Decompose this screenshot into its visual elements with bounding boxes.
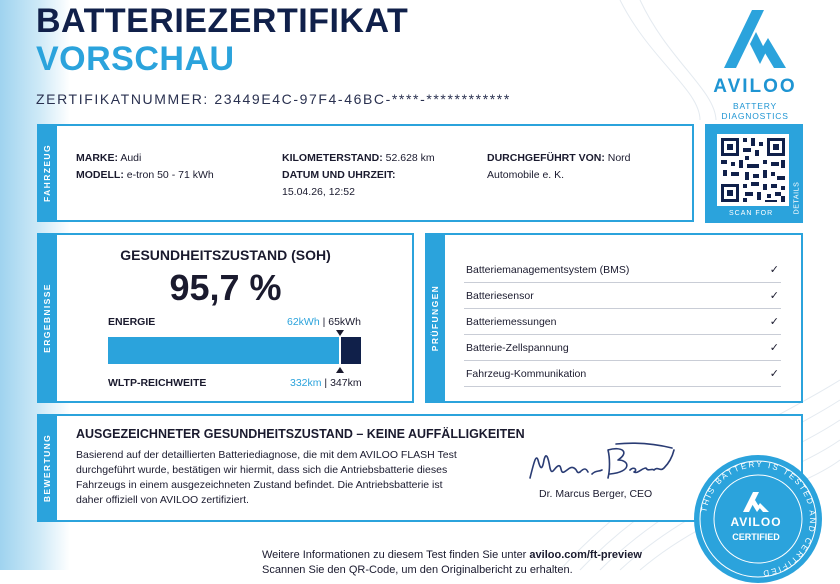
soh-marker-top-icon	[336, 330, 344, 336]
check-item-label: Batteriemessungen	[466, 316, 557, 328]
make-value: Audi	[120, 152, 142, 164]
aviloo-logo-mark-icon	[722, 8, 788, 70]
model-label: MODELL:	[76, 169, 124, 181]
footer-qr-hint: Scannen Sie den QR-Code, um den Originalbericht zu erhalten.	[262, 564, 573, 576]
range-nominal: 347km	[330, 377, 362, 389]
evaluation-text-line: Fahrzeugs in einem ausgezeichneten Zustand befindet. Die Antriebsbatterie ist	[76, 479, 443, 491]
check-item-label: Batteriemanagementsystem (BMS)	[466, 264, 630, 276]
qr-code-box[interactable]	[705, 124, 803, 223]
soh-bar-fill	[108, 337, 339, 364]
soh-bar-marker	[339, 337, 341, 364]
check-item-label: Batterie-Zellspannung	[466, 342, 569, 354]
soh-title: GESUNDHEITSZUSTAND (SOH)	[120, 247, 331, 263]
energy-label: ENERGIE	[108, 316, 156, 328]
check-item	[464, 283, 781, 309]
range-label: WLTP-REICHWEITE	[108, 377, 207, 389]
evaluation-section-tab	[37, 414, 57, 522]
vehicle-section-tab	[37, 124, 57, 222]
model-field	[76, 167, 214, 184]
footer-info	[262, 549, 642, 561]
model-value: e-tron 50 - 71 kWh	[126, 169, 214, 181]
checkmark-icon: ✓	[769, 264, 779, 276]
energy-nominal: 65kWh	[328, 316, 361, 328]
footer-link[interactable]: aviloo.com/ft-preview	[529, 549, 642, 561]
make-field	[76, 150, 141, 167]
checkmark-icon: ✓	[769, 368, 779, 380]
signer-name: Dr. Marcus Berger, CEO	[539, 488, 653, 500]
evaluation-text-line: durchgeführt wurde, bestätigen wir hiermit, dass sich die Antriebsbatterie dieses	[76, 464, 448, 476]
soh-marker-bottom-icon	[336, 367, 344, 373]
logo-brand-name: AVILOO	[713, 76, 797, 97]
qr-code-icon[interactable]	[717, 134, 789, 206]
qr-scan-caption: SCAN FOR	[729, 210, 774, 217]
certificate-subtitle: VORSCHAU	[36, 40, 235, 78]
performed-by-field	[487, 150, 631, 184]
logo-subtitle: BATTERY DIAGNOSTICS	[721, 101, 789, 121]
range-current: 332km	[290, 377, 322, 389]
datetime-value: 15.04.26, 12:52	[282, 186, 355, 198]
certificate-title: BATTERIEZERTIFIKAT	[36, 2, 409, 40]
checkmark-icon: ✓	[769, 290, 779, 302]
soh-bar	[108, 337, 361, 364]
datetime-label: DATUM UND UHRZEIT:	[282, 169, 396, 181]
energy-current: 62kWh	[287, 316, 320, 328]
evaluation-panel	[37, 414, 803, 522]
check-item	[464, 309, 781, 335]
make-label: MARKE:	[76, 152, 118, 164]
checks-section-label: PRÜFUNGEN	[430, 284, 440, 352]
seal-brand: AVILOO	[730, 515, 782, 529]
evaluation-text-line: Basierend auf der detaillierten Batteriediagnose, die mit dem AVILOO FLASH Test	[76, 449, 457, 461]
check-item-label: Batteriesensor	[466, 290, 534, 302]
ceo-signature-icon	[526, 438, 676, 484]
aviloo-logo	[700, 8, 810, 121]
evaluation-text-line: daher offiziell von AVILOO zertifiziert.	[76, 494, 249, 506]
vehicle-section-label: FAHRZEUG	[42, 144, 52, 202]
seal-ring-text: THIS BATTERY IS TESTED AND CERTIFIED	[699, 459, 818, 578]
evaluation-text	[76, 448, 486, 508]
soh-value: 95,7 %	[169, 267, 282, 308]
checks-panel	[425, 233, 803, 403]
checkmark-icon: ✓	[769, 342, 779, 354]
certificate-number: ZERTIFIKATNUMMER: 23449E4C-97F4-46BC-****-************	[36, 91, 511, 107]
datetime-field	[282, 167, 396, 201]
energy-separator: |	[319, 316, 329, 328]
qr-details-label: DETAILS	[793, 181, 801, 215]
range-values	[290, 377, 362, 389]
checks-section-tab	[425, 233, 445, 403]
performed-by-value-1: Nord	[607, 152, 631, 164]
mileage-label: KILOMETERSTAND:	[282, 152, 383, 164]
check-item	[464, 257, 781, 283]
results-section-label: ERGEBNISSE	[42, 283, 52, 353]
range-separator: |	[321, 377, 331, 389]
evaluation-section-label: BEWERTUNG	[42, 433, 52, 503]
mileage-field	[282, 150, 435, 167]
performed-by-label: DURCHGEFÜHRT VON:	[487, 152, 605, 164]
mileage-value: 52.628 km	[385, 152, 435, 164]
certified-seal-icon	[693, 454, 823, 584]
qr-vertical-caption	[791, 172, 803, 224]
check-item-label: Fahrzeug-Kommunikation	[466, 368, 587, 380]
energy-values	[287, 316, 361, 328]
check-item	[464, 361, 781, 387]
performed-by-value-2: Automobile e. K.	[487, 169, 565, 181]
evaluation-title: AUSGEZEICHNETER GESUNDHEITSZUSTAND – KEINE AUFFÄLLIGKEITEN	[76, 427, 525, 441]
results-panel	[37, 233, 414, 403]
check-item	[464, 335, 781, 361]
checkmark-icon: ✓	[769, 316, 779, 328]
vehicle-panel	[37, 124, 694, 222]
seal-label: CERTIFIED	[732, 532, 780, 542]
footer-info-text: Weitere Informationen zu diesem Test finden Sie unter	[262, 549, 530, 561]
